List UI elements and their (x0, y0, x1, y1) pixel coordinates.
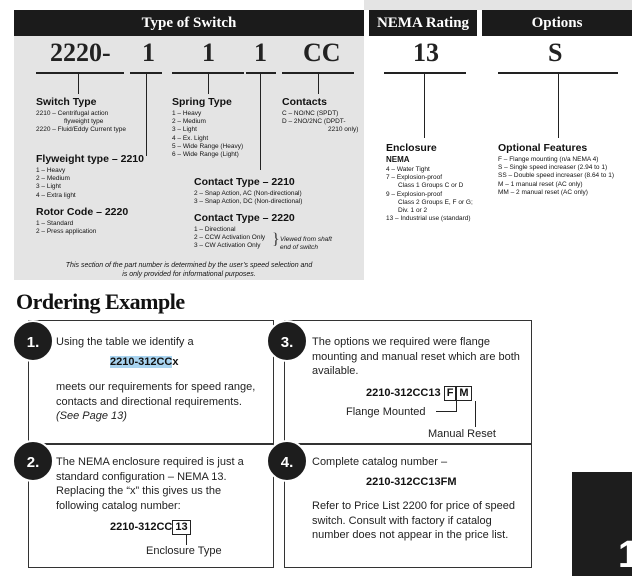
line-contacts (318, 74, 319, 94)
spring-line: 1 – Heavy (172, 110, 202, 117)
section-note-line: is only provided for informational purposes. (122, 270, 256, 278)
step-3-pointer-m (475, 401, 476, 427)
contact-type-2220-title: Contact Type – 2220 (194, 212, 295, 224)
brace: } (272, 231, 280, 248)
code-contacts: CC (303, 38, 341, 67)
page-tab-number: 1 (618, 534, 639, 576)
contact-type-2210-title: Contact Type – 2210 (194, 176, 295, 188)
step-2-code-prefix: 2210-312CC (110, 521, 173, 533)
header-options: Options (482, 10, 632, 36)
line-d2 (208, 74, 209, 94)
enclosure-line: 7 – Explosion-proof (386, 174, 443, 182)
bar-base (36, 72, 124, 74)
line-d3 (260, 74, 261, 170)
step-2-pointer (186, 535, 187, 545)
contact-type-2220-note (280, 236, 332, 252)
enclosure-line: 4 – Water Tight (386, 166, 430, 173)
step-2-text: The NEMA enclosure required is just a standard configuration – NEMA 13. Replacing the “x” this gives us the following catalog number: (56, 456, 244, 512)
step-4-number: 4. (266, 440, 308, 482)
code-digit-3: 1 (254, 38, 267, 67)
flyweight-line: 4 – Extra light (36, 191, 76, 199)
header-type-of-switch: Type of Switch (14, 10, 364, 36)
line-base (78, 74, 79, 94)
step-3-label-m: Manual Reset (428, 428, 496, 440)
enclosure-subtitle: NEMA (386, 155, 410, 164)
step-3-code-prefix: 2210-312CC13 (366, 387, 441, 399)
step-3-code (366, 386, 472, 401)
code-digit-1: 1 (142, 38, 155, 67)
option-line: SS – Double speed increaser (8.64 to 1) (498, 172, 614, 180)
flyweight-title: Flyweight type – 2210 (36, 153, 144, 165)
step-1-intro: Using the table we identify a (56, 336, 194, 348)
step-4-note: Refer to Price List 2200 for price of speed switch. Consult with factory if catalog number does not appear in the price list. (312, 500, 515, 541)
enclosure-title: Enclosure (386, 142, 437, 154)
switch-type-title: Switch Type (36, 96, 97, 108)
option-line: MM – 2 manual reset (AC only) (498, 188, 588, 196)
step-2-code-box: 13 (172, 520, 190, 535)
contact-2220-line: 2 – CCW Activation Only (194, 234, 266, 242)
step-3-text: The options we required were flange mounting and manual reset which are both available. (312, 336, 520, 377)
step-2-number: 2. (12, 440, 54, 482)
spring-line: 3 – Light (172, 126, 197, 134)
page-tab (572, 472, 639, 576)
step-2-label: Enclosure Type (146, 545, 222, 557)
step-1-text: meets our requirements for speed range, contacts and directional requirements. (56, 381, 256, 408)
bar-nema (384, 72, 466, 74)
option-line: S – Single speed increaser (2.94 to 1) (498, 164, 608, 172)
flyweight-line: 3 – Light (36, 183, 61, 191)
spring-line: 6 – Wide Range (Light) (172, 151, 239, 159)
step-3-number: 3. (266, 320, 308, 362)
step-1-number: 1. (12, 320, 54, 362)
contact-type-2210-list (194, 190, 302, 206)
step-1-code (110, 356, 179, 368)
switch-type-line: 2210 – Centrifugal action (36, 110, 109, 117)
spring-type-title: Spring Type (172, 96, 232, 108)
spring-type-list (172, 110, 243, 159)
rotor-line: 1 – Standard (36, 220, 74, 227)
enclosure-line: Class 1 Groups C or D (398, 182, 464, 190)
line-d1 (146, 74, 147, 156)
enclosure-line: Class 2 Groups E, F or G; (398, 198, 473, 206)
rotor-line: 2 – Press application (36, 228, 97, 236)
switch-type-list (36, 110, 126, 135)
step-4-code: 2210-312CC13FM (366, 476, 457, 488)
code-base: 2220- (50, 38, 111, 67)
flyweight-line: 2 – Medium (36, 175, 70, 183)
enclosure-line: Div. 1 or 2 (398, 207, 428, 215)
option-line: M – 1 manual reset (AC only) (498, 180, 583, 188)
spring-line: 2 – Medium (172, 118, 206, 126)
enclosure-line: 13 – Industrial use (standard) (386, 215, 471, 223)
bar-d3 (246, 72, 276, 74)
line-nema (424, 74, 425, 138)
ordering-example-title: Ordering Example (16, 289, 185, 314)
contact-2220-line: 1 – Directional (194, 226, 236, 233)
rotor-list (36, 220, 96, 236)
code-nema: 13 (413, 38, 439, 67)
step-1-code-highlight: 2210-312CC (110, 356, 173, 368)
step-3-label-f: Flange Mounted (346, 406, 426, 418)
option-line: F – Flange mounting (n/a NEMA 4) (498, 156, 599, 163)
spring-line: 5 – Wide Range (Heavy) (172, 142, 244, 150)
contacts-line: D – 2NO/2NC (DPDT- (282, 118, 346, 126)
switch-type-line: 2220 – Fluid/Eddy Current type (36, 126, 126, 134)
step-1-code-tail: x (172, 356, 179, 368)
step-4-text: Complete catalog number – (312, 456, 448, 468)
contact-2210-line: 2 – Snap Action, AC (Non-directional) (194, 190, 302, 197)
header-nema-rating: NEMA Rating (369, 10, 477, 36)
step-3-box-f: F (444, 386, 457, 401)
contacts-title: Contacts (282, 96, 327, 108)
note-line: end of switch (280, 244, 318, 252)
line-options (558, 74, 559, 138)
step-1-ref: (See Page 13) (56, 410, 127, 422)
contacts-line: 2210 only) (328, 126, 359, 134)
flyweight-list (36, 167, 76, 200)
step-3-box-m: M (456, 386, 471, 401)
switch-type-line: flyweight type (64, 118, 104, 126)
contacts-list (282, 110, 358, 135)
code-options: S (548, 38, 563, 67)
contact-type-2220-list (194, 226, 265, 251)
contact-2210-line: 3 – Snap Action, DC (Non-directional) (194, 198, 303, 206)
flyweight-line: 1 – Heavy (36, 167, 66, 174)
note-line: Viewed from shaft (280, 236, 332, 243)
spring-line: 4 – Ex. Light (172, 134, 209, 142)
optional-features-title: Optional Features (498, 142, 588, 154)
enclosure-list (386, 166, 473, 223)
contact-2220-line: 3 – CW Activation Only (194, 242, 261, 250)
step-2-code (110, 520, 191, 535)
top-right-shade (364, 0, 632, 10)
contacts-line: C – NO/NC (SPDT) (282, 110, 339, 117)
section-note-line: This section of the part number is determined by the user’s speed selection and (65, 262, 313, 269)
optional-features-list (498, 156, 614, 197)
step-3-pointer-f (456, 401, 457, 411)
step-3-pointer-f-h (436, 411, 457, 412)
section-note (14, 262, 364, 279)
enclosure-line: 9 – Explosion-proof (386, 190, 443, 198)
code-digit-2: 1 (202, 38, 215, 67)
rotor-title: Rotor Code – 2220 (36, 206, 129, 218)
